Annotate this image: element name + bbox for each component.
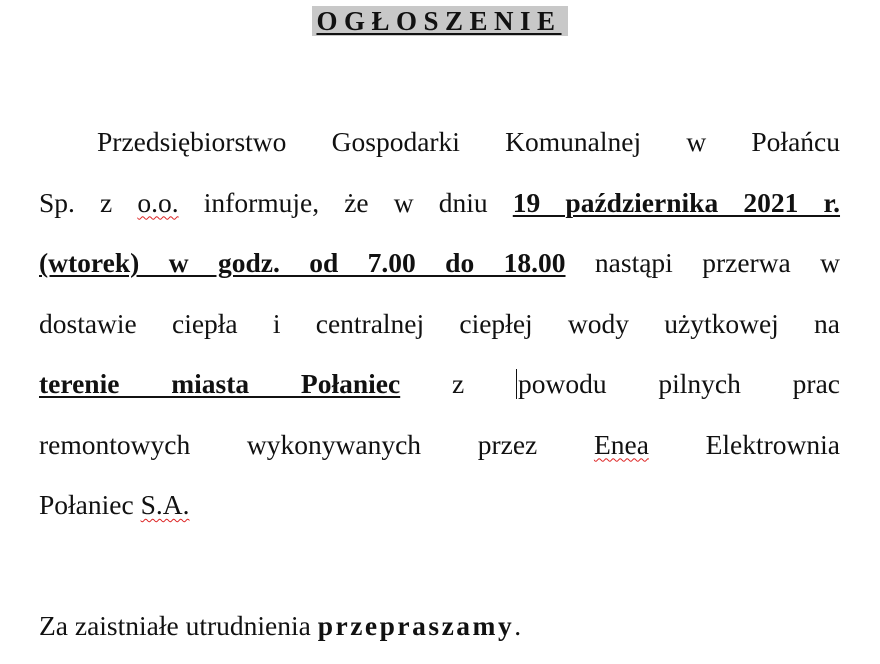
- body-line-4: dostawie ciepła i centralnej ciepłej wody użytkowej na: [39, 307, 840, 339]
- location-highlight: terenie miasta Połaniec: [39, 368, 401, 399]
- date-highlight: 19 października 2021 r.: [512, 186, 841, 218]
- body-line-7: Połaniec S.A.: [39, 489, 190, 520]
- body-line-3: (wtorek) w godz. od 7.00 do 18.00 nastąpi przerwa w: [39, 247, 841, 278]
- apology-bold: przepraszamy: [317, 610, 515, 641]
- body-line-5: terenie miasta Połaniec z powodu pilnych prac: [39, 368, 840, 399]
- spellcheck-word-enea: Enea: [593, 428, 649, 460]
- spellcheck-word-oo: o.o.: [137, 186, 179, 218]
- document-title: OGŁOSZENIE: [312, 6, 567, 36]
- text-cursor: [516, 369, 517, 399]
- announcement-body[interactable]: [39, 112, 840, 536]
- body-line-1: Przedsiębiorstwo Gospodarki Komunalnej w Połańcu: [97, 126, 840, 157]
- title-container: [0, 6, 880, 36]
- time-highlight: (wtorek) w godz. od 7.00 do 18.00: [39, 247, 566, 278]
- body-line-6: remontowych wykonywanych przez Enea Elektrownia: [39, 428, 840, 460]
- spellcheck-word-sa: S.A.: [140, 489, 190, 520]
- apology-line[interactable]: Za zaistniałe utrudnienia przepraszamy.: [39, 610, 522, 641]
- body-line-2: Sp. z o.o. informuje, że w dniu 19 października 2021 r.: [39, 186, 841, 218]
